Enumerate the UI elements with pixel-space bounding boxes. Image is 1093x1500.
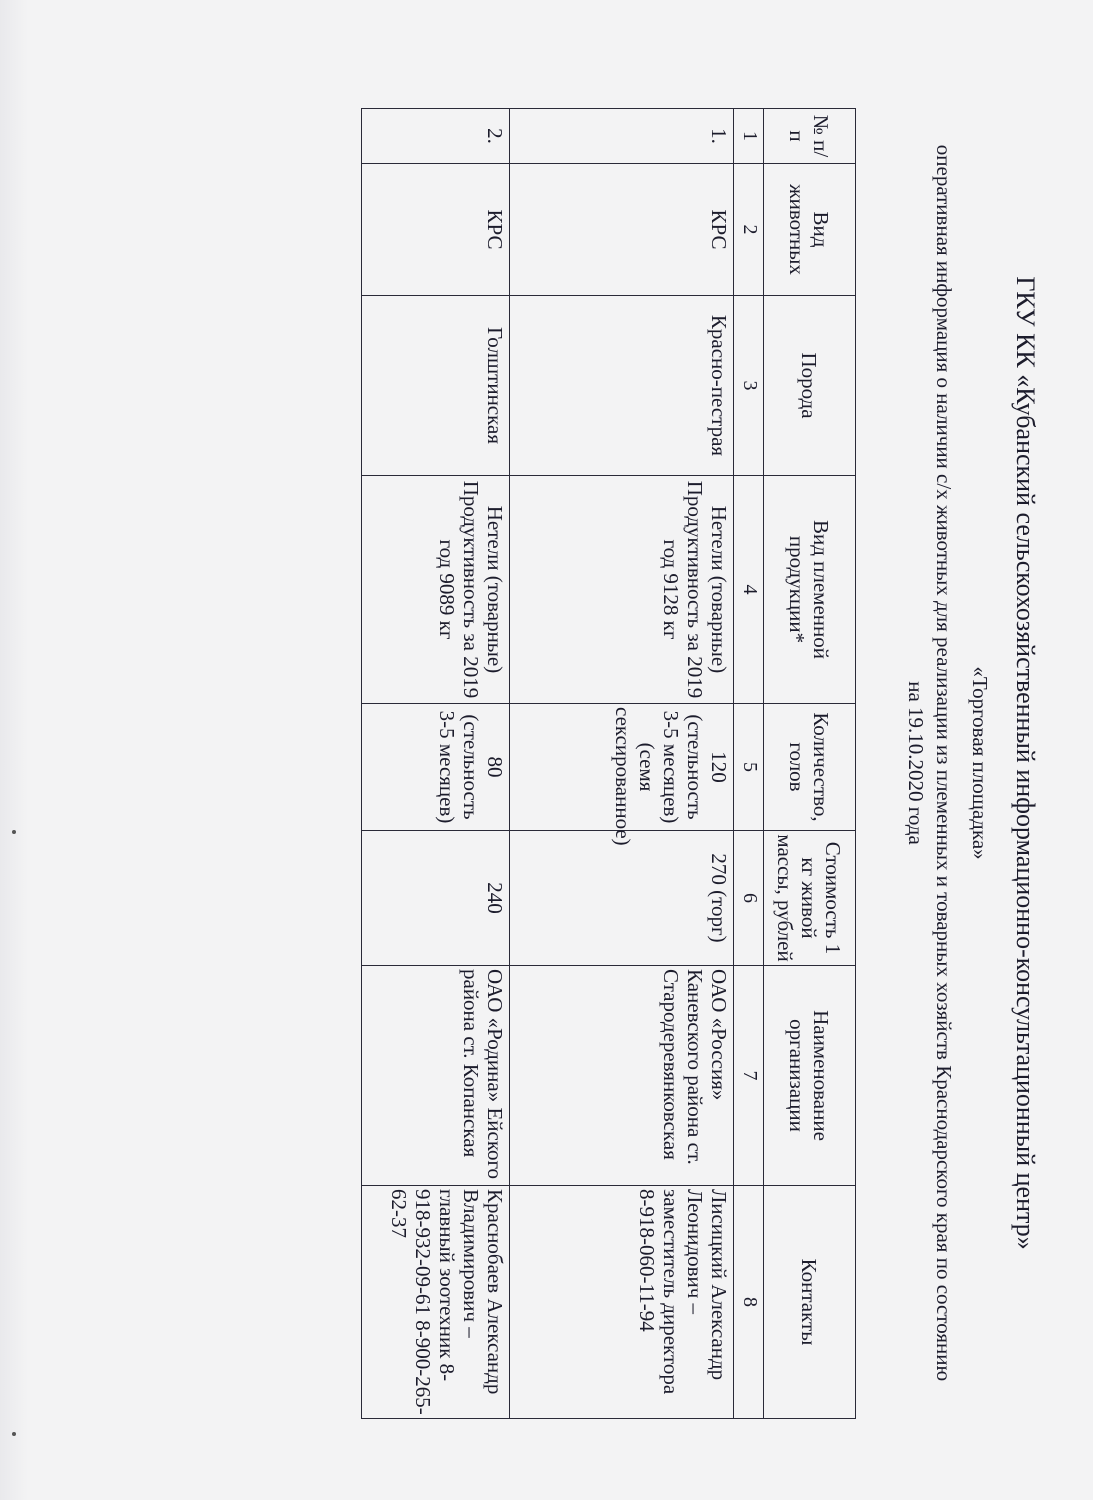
scan-speck [12, 830, 16, 834]
column-number-row [734, 109, 764, 1419]
document-info: оперативная информация о наличии с/х животных для реализации из племенных и товарных хозяйств Краснодарского края по состоянию на 19.10.2020 года [904, 144, 956, 1382]
animal-type: КРС [362, 164, 510, 296]
product-type: Нетели (товарные) Продуктивность за 2019 год 9089 кг [362, 476, 510, 704]
product-type: Нетели (товарные) Продуктивность за 2019 год 9128 кг [510, 476, 734, 704]
column-number: 3 [734, 296, 764, 476]
column-number: 7 [734, 966, 764, 1186]
document-header [880, 108, 1040, 1418]
row-number: 1. [510, 109, 734, 164]
document-title: ГКУ КК «Кубанский сельскохозяйственный информационно-консультационный центр» [1011, 276, 1040, 1250]
column-header-contacts: Контакты [764, 1186, 856, 1419]
livestock-table [361, 108, 856, 1419]
quantity: 80 (стельность 3-5 месяцев) [362, 704, 510, 831]
price: 240 [362, 831, 510, 966]
column-number: 5 [734, 704, 764, 831]
column-header-price: Стоимость 1 кг живой массы, рублей [764, 831, 856, 966]
price: 270 (торг) [510, 831, 734, 966]
organization: ОАО «Россия» Каневского района ст. Стародеревянковская [510, 966, 734, 1186]
page-edge-shadow [0, 0, 28, 1500]
column-header-breed: Порода [764, 296, 856, 476]
quantity: 120 (стельность 3-5 месяцев) (семя сексированное) [510, 704, 734, 831]
document-subtitle: «Торговая площадка» [968, 666, 992, 860]
table-header-row [764, 109, 856, 1419]
breed: Голштинская [362, 296, 510, 476]
column-header-organization: Наименование организации [764, 966, 856, 1186]
row-number: 2. [362, 109, 510, 164]
column-header-number: № п/п [764, 109, 856, 164]
column-header-animal: Вид животных [764, 164, 856, 296]
column-number: 6 [734, 831, 764, 966]
contacts: Краснобаев Александр Владимирович – главный зоотехник 8-918-932-09-61 8-900-265-62-37 [362, 1186, 510, 1419]
column-header-product: Вид племенной продукции* [764, 476, 856, 704]
table-row [510, 109, 734, 1419]
scan-speck [12, 1432, 16, 1436]
column-number: 4 [734, 476, 764, 704]
animal-type: КРС [510, 164, 734, 296]
organization: ОАО «Родина» Ейского района ст. Копанская [362, 966, 510, 1186]
column-number: 1 [734, 109, 764, 164]
column-number: 2 [734, 164, 764, 296]
column-header-quantity: Количество, голов [764, 704, 856, 831]
contacts: Лисицкий Александр Леонидович – заместитель директора 8-918-060-11-94 [510, 1186, 734, 1419]
breed: Красно-пестрая [510, 296, 734, 476]
document-sheet [105, 108, 1040, 1418]
column-number: 8 [734, 1186, 764, 1419]
table-row [362, 109, 510, 1419]
